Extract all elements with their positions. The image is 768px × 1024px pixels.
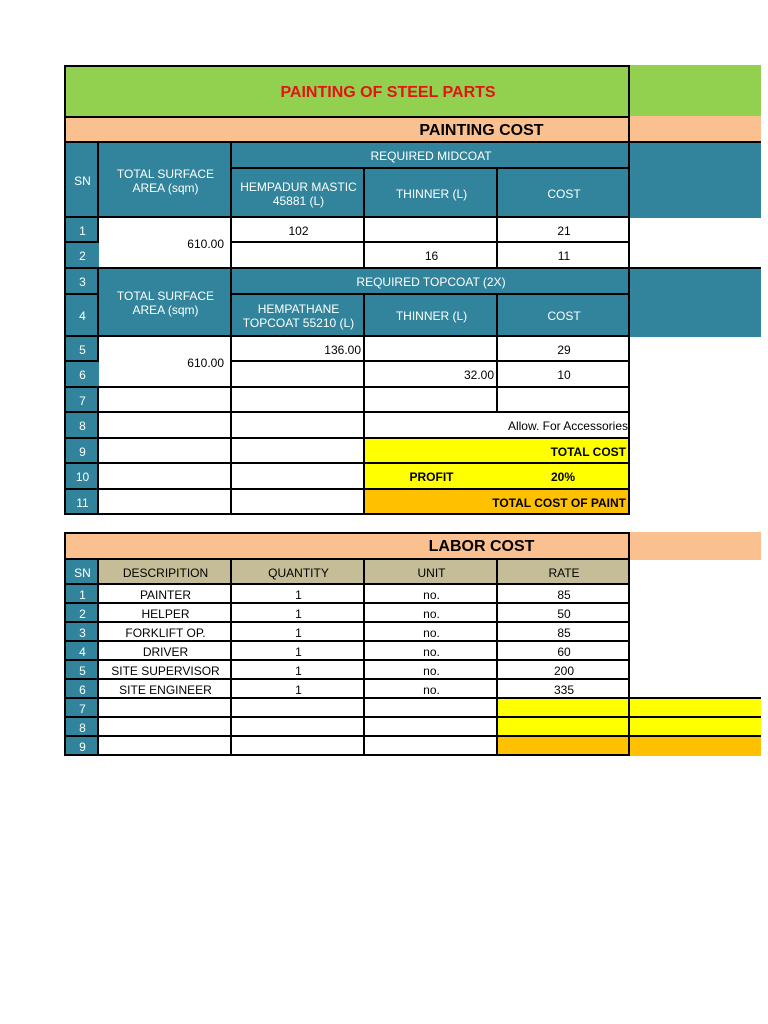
topcoat-cost-value: 29 [496,335,630,362]
painting-sn-2: 2 [64,241,99,269]
painting-table-right-border [628,65,630,515]
labor-cost-title: LABOR COST [64,532,630,560]
labor-sn-7: 7 [64,697,99,718]
labor-unit-5: no. [363,659,498,680]
labor-unit-6: no. [363,678,498,699]
labor-qty-2: 1 [230,602,365,623]
painting-sn-11: 11 [64,488,99,515]
sheet-title: PAINTING OF STEEL PARTS [64,65,630,118]
labor-desc-6: SITE ENGINEER [97,678,232,699]
labor-r7-c3 [363,697,498,718]
painting-r10-c2 [230,462,365,490]
labor-r8-c2 [230,716,365,737]
topcoat-header: REQUIRED TOPCOAT (2X) [230,267,630,295]
labor-qty-3: 1 [230,621,365,642]
topcoat-area-header: TOTAL SURFACE AREA (sqm) [97,267,232,337]
painting-sn-7: 7 [64,386,99,413]
painting-sn-5: 5 [64,335,99,362]
labor-rate-6: 335 [496,678,630,699]
labor-r9-c2 [230,735,365,756]
labor-r9-c3 [363,735,498,756]
labor-r7-c1 [97,697,232,718]
labor-r8-c1 [97,716,232,737]
topcoat-qty-value: 136.00 [230,335,365,362]
labor-header-description: DESCRIPITION [97,558,232,585]
midcoat-header-extension [628,141,761,218]
labor-table-bottom-border [64,754,630,756]
labor-table-right-border [628,532,630,756]
painting-r9-c2 [230,437,365,464]
topcoat-thinner-value: 32.00 [363,360,498,388]
labor-unit-1: no. [363,583,498,604]
topcoat-header-extension [628,267,761,337]
painting-r7-c3 [363,386,498,413]
midcoat-product-header: HEMPADUR MASTIC 45881 (L) [230,167,365,218]
midcoat-thinner-header: THINNER (L) [363,167,498,218]
topcoat-thinner-cost-value: 10 [496,360,630,388]
midcoat-thinner-value: 16 [363,241,498,269]
labor-sn-2: 2 [64,602,99,623]
labor-rate-1: 85 [496,583,630,604]
painting-sn-8: 8 [64,411,99,439]
labor-unit-3: no. [363,621,498,642]
topcoat-cost-header: COST [496,293,630,337]
topcoat-thinner-empty [363,335,498,362]
labor-header-quantity: QUANTITY [230,558,365,585]
midcoat-qty-empty [230,241,365,269]
painting-sn-3: 3 [64,267,99,295]
labor-header-unit: UNIT [363,558,498,585]
labor-desc-3: FORKLIFT OP. [97,621,232,642]
painting-sn-9: 9 [64,437,99,464]
painting-r11-c2 [230,488,365,515]
labor-qty-5: 1 [230,659,365,680]
labor-sn-4: 4 [64,640,99,661]
labor-rate-3: 85 [496,621,630,642]
topcoat-area-value: 610.00 [97,335,232,388]
painting-r7-c2 [230,386,365,413]
sn-header: SN [64,141,99,218]
labor-r7-c2 [230,697,365,718]
labor-r9-c1 [97,735,232,756]
labor-unit-2: no. [363,602,498,623]
labor-sn-8: 8 [64,716,99,737]
painting-r7-c4 [496,386,630,413]
labor-rate-4: 60 [496,640,630,661]
painting-r8-c1 [97,411,232,439]
midcoat-area-value: 610.00 [97,216,232,269]
labor-r8-c3 [363,716,498,737]
topcoat-product-header: HEMPATHANE TOPCOAT 55210 (L) [230,293,365,337]
midcoat-qty-value: 102 [230,216,365,243]
labor-sn-6: 6 [64,678,99,699]
labor-qty-6: 1 [230,678,365,699]
labor-qty-4: 1 [230,640,365,661]
painting-cost-title: PAINTING COST [64,116,630,143]
total-cost-of-paint-label: TOTAL COST OF PAINT [363,488,630,515]
painting-sn-10: 10 [64,462,99,490]
labor-desc-4: DRIVER [97,640,232,661]
labor-cost-row-extension [628,532,761,560]
labor-header-rate: RATE [496,558,630,585]
labor-sn-5: 5 [64,659,99,680]
profit-label: PROFIT [363,462,498,490]
painting-sn-1: 1 [64,216,99,243]
midcoat-cost-value: 21 [496,216,630,243]
painting-r10-c1 [97,462,232,490]
title-row-extension [628,65,761,118]
labor-sn-3: 3 [64,621,99,642]
labor-header-sn: SN [64,558,99,585]
painting-cost-row-extension [628,116,761,143]
labor-sn-9: 9 [64,735,99,756]
labor-qty-1: 1 [230,583,365,604]
labor-desc-2: HELPER [97,602,232,623]
painting-table-bottom-border [64,513,630,515]
labor-unit-4: no. [363,640,498,661]
midcoat-header: REQUIRED MIDCOAT [230,141,630,169]
painting-sn-4: 4 [64,293,99,337]
painting-r7-c1 [97,386,232,413]
profit-value: 20% [496,462,630,490]
painting-r8-c2 [230,411,365,439]
accessories-label: Allow. For Accessories [363,411,630,439]
labor-desc-1: PAINTER [97,583,232,604]
labor-rate-5: 200 [496,659,630,680]
painting-r9-c1 [97,437,232,464]
total-cost-label: TOTAL COST [363,437,630,464]
painting-sn-6: 6 [64,360,99,388]
labor-desc-5: SITE SUPERVISOR [97,659,232,680]
labor-rate-2: 50 [496,602,630,623]
midcoat-cost-header: COST [496,167,630,218]
painting-r11-c1 [97,488,232,515]
midcoat-thinner-cost-value: 11 [496,241,630,269]
topcoat-thinner-header: THINNER (L) [363,293,498,337]
topcoat-qty-empty [230,360,365,388]
midcoat-area-header: TOTAL SURFACE AREA (sqm) [97,141,232,218]
labor-sn-1: 1 [64,583,99,604]
midcoat-thinner-empty [363,216,498,243]
